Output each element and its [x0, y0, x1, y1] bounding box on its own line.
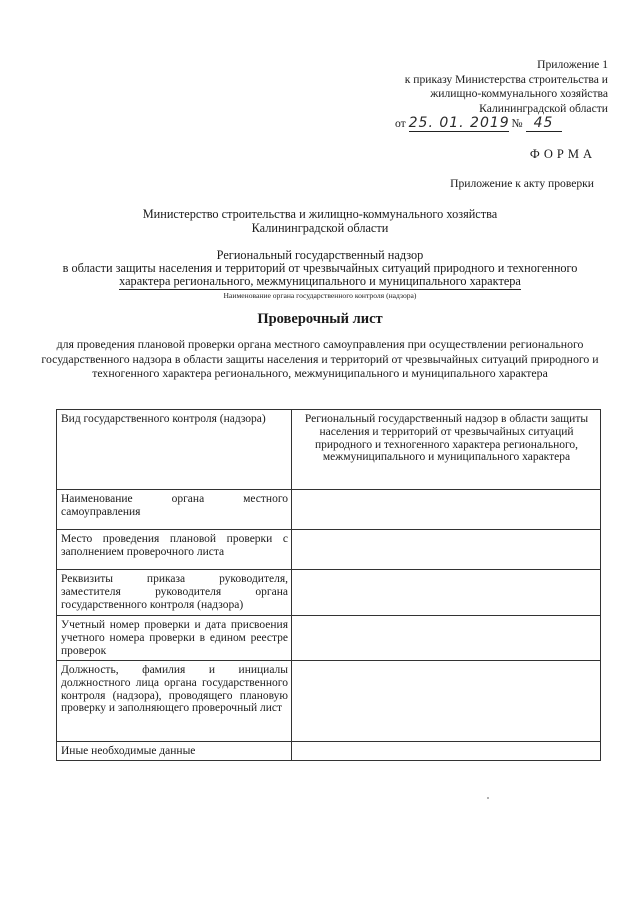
row-value[interactable] — [292, 616, 601, 661]
table-row — [57, 530, 601, 570]
row-value[interactable] — [292, 530, 601, 570]
appendix-block — [360, 58, 608, 116]
date-field — [409, 116, 509, 132]
table-row — [57, 490, 601, 530]
supervision-line-1: Региональный государственный надзор — [216, 248, 424, 262]
date-prefix: от — [395, 117, 406, 130]
row-label: Наименование органа местного самоуправления — [57, 490, 292, 530]
supervision-line-2: в области защиты населения и территорий от чрезвычайных ситуаций природного и техногенного — [62, 261, 578, 276]
row-value[interactable] — [292, 742, 601, 761]
act-appendix-label: Приложение к акту проверки — [450, 177, 594, 190]
row-label: Место проведения плановой проверки с заполнением проверочного листа — [57, 530, 292, 570]
checklist-table — [56, 409, 601, 761]
ministry-heading — [0, 207, 640, 235]
handwritten-date: 25. 01. 2019 — [408, 115, 510, 131]
table-row — [57, 410, 601, 490]
order-date-line — [395, 116, 562, 132]
intro-paragraph: для проведения плановой проверки органа местного самоуправления при осуществлении регионального государственного надзора в области защиты населения и территорий от чрезвычайных ситуаций природного и техногенного характера регионального, межмуниципального и муниципального характера — [41, 337, 599, 380]
supervision-caption: Наименование органа государственного контроля (надзора) — [223, 291, 417, 300]
appendix-line-2: к приказу Министерства строительства и — [404, 72, 608, 86]
supervision-heading — [0, 249, 640, 290]
table-row — [57, 742, 601, 761]
appendix-line-4: Калининградской области — [479, 101, 608, 115]
appendix-line-1: Приложение 1 — [537, 58, 608, 71]
row-value[interactable]: Региональный государственный надзор в области защиты населения и территорий от чрезвычайных ситуаций природного и техногенного характера регионального, межмуниципального и муниципального характера — [292, 410, 601, 490]
number-prefix: № — [511, 117, 523, 130]
row-value[interactable] — [292, 490, 601, 530]
table-row — [57, 616, 601, 661]
scan-speck — [487, 797, 489, 799]
form-label: ФОРМА — [529, 147, 596, 161]
row-label: Вид государственного контроля (надзора) — [57, 410, 292, 490]
row-value[interactable] — [292, 661, 601, 742]
row-label: Должность, фамилия и инициалы должностного лица органа государственного контроля (надзора), проводящего плановую проверку и заполняющего проверочный лист — [57, 661, 292, 742]
appendix-line-3: жилищно-коммунального хозяйства — [430, 87, 608, 100]
table-row — [57, 570, 601, 616]
ministry-line-2: Калининградской области — [251, 221, 389, 235]
row-label: Иные необходимые данные — [57, 742, 292, 761]
handwritten-number: 45 — [533, 115, 554, 131]
ministry-line-1: Министерство строительства и жилищно-коммунального хозяйства — [142, 207, 498, 221]
row-label: Реквизиты приказа руководителя, заместителя руководителя органа государственного контроля (надзора) — [57, 570, 292, 616]
supervision-line-3: характера регионального, межмуниципального и муниципального характера — [119, 274, 521, 289]
number-field — [526, 116, 562, 132]
page-title: Проверочный лист — [257, 311, 383, 327]
row-label: Учетный номер проверки и дата присвоения учетного номера проверки в едином реестре проверок — [57, 616, 292, 661]
table-row — [57, 661, 601, 742]
row-value[interactable] — [292, 570, 601, 616]
